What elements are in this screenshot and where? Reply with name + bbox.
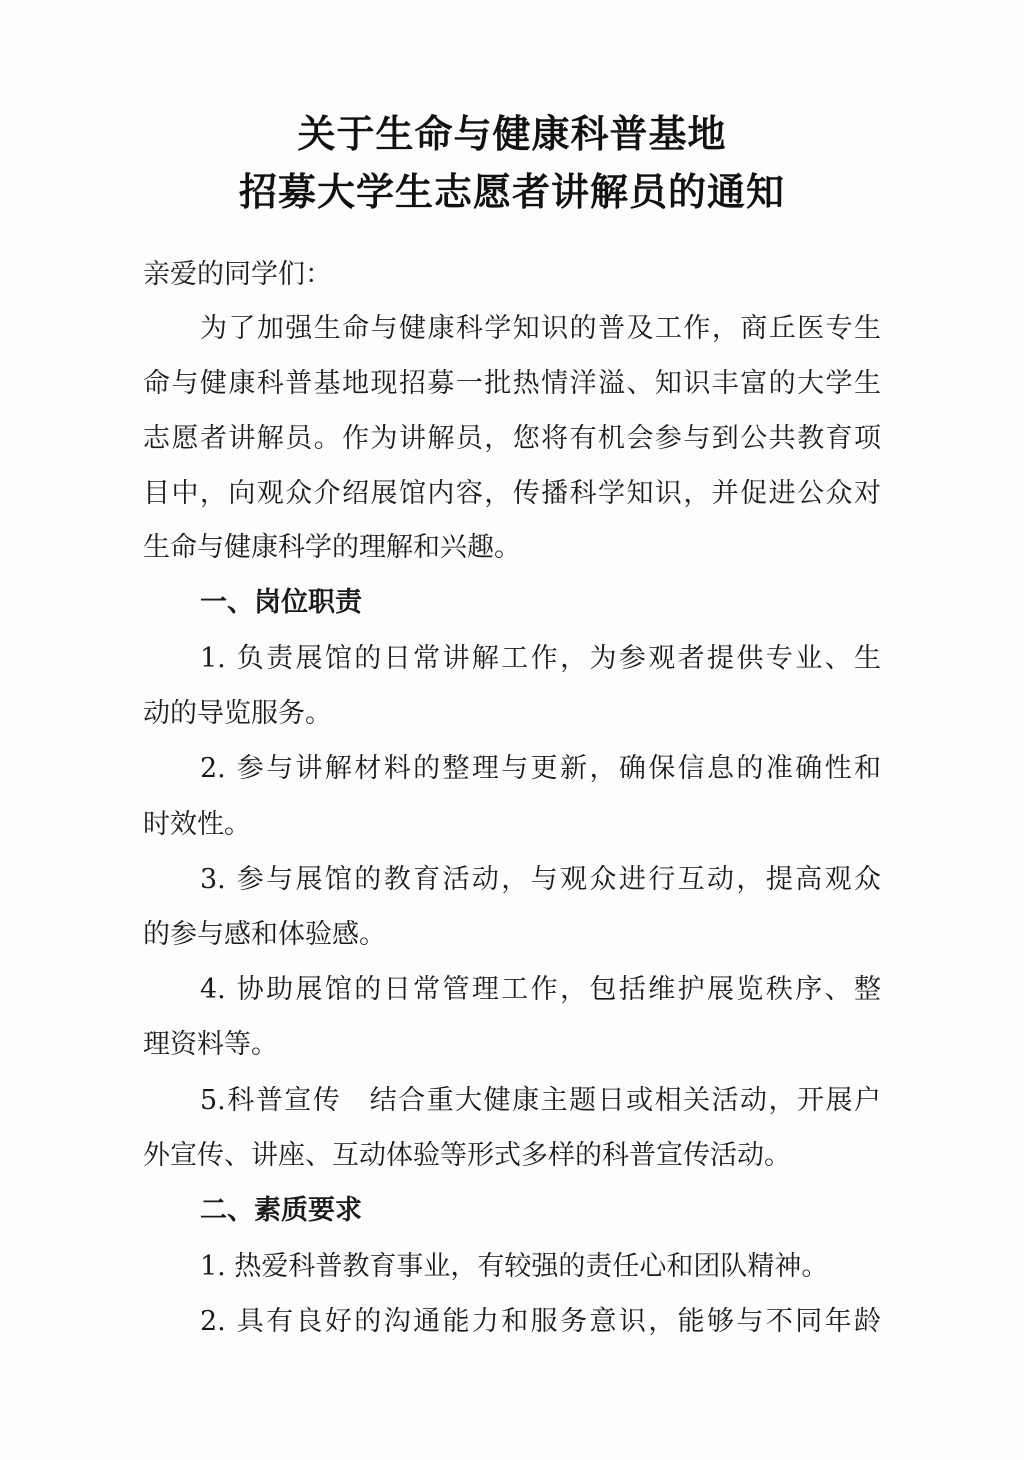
duty-item-2-line-1: 2. 参与讲解材料的整理与更新，确保信息的准确性和 [200, 753, 881, 784]
section-2-heading: 二、素质要求 [200, 1195, 362, 1226]
intro-line: 为了加强生命与健康科学知识的普及工作，商丘医专生 [200, 313, 881, 344]
greeting: 亲爱的同学们： [143, 259, 332, 290]
duty-item-3-line-1: 3. 参与展馆的教育活动，与观众进行互动，提高观众 [200, 864, 881, 895]
duty-item-5-line-1: 5.科普宣传 结合重大健康主题日或相关活动，开展户 [200, 1085, 881, 1116]
intro-line: 命与健康科普基地现招募一批热情洋溢、知识丰富的大学生 [143, 368, 881, 399]
section-1-heading: 一、岗位职责 [200, 587, 362, 618]
duty-item-3-line-2: 的参与感和体验感。 [143, 919, 386, 950]
document-title-line-2: 招募大学生志愿者讲解员的通知 [238, 169, 785, 214]
intro-line: 目中，向观众介绍展馆内容，传播科学知识，并促进公众对 [143, 478, 881, 509]
intro-line: 志愿者讲解员。作为讲解员，您将有机会参与到公共教育项 [143, 423, 881, 454]
document-title-line-1: 关于生命与健康科普基地 [297, 111, 727, 156]
intro-line: 生命与健康科学的理解和兴趣。 [143, 532, 521, 563]
duty-item-1-line-1: 1. 负责展馆的日常讲解工作，为参观者提供专业、生 [200, 643, 881, 674]
duty-item-1-line-2: 动的导览服务。 [143, 698, 332, 729]
duty-item-2-line-2: 时效性。 [143, 809, 251, 840]
requirement-item-1: 1. 热爱科普教育事业，有较强的责任心和团队精神。 [200, 1251, 829, 1282]
duty-item-4-line-2: 理资料等。 [143, 1029, 278, 1060]
duty-item-4-line-1: 4. 协助展馆的日常管理工作，包括维护展览秩序、整 [200, 974, 881, 1005]
duty-item-5-line-2: 外宣传、讲座、互动体验等形式多样的科普宣传活动。 [143, 1140, 791, 1171]
requirement-item-2: 2. 具有良好的沟通能力和服务意识，能够与不同年龄 [200, 1306, 881, 1337]
